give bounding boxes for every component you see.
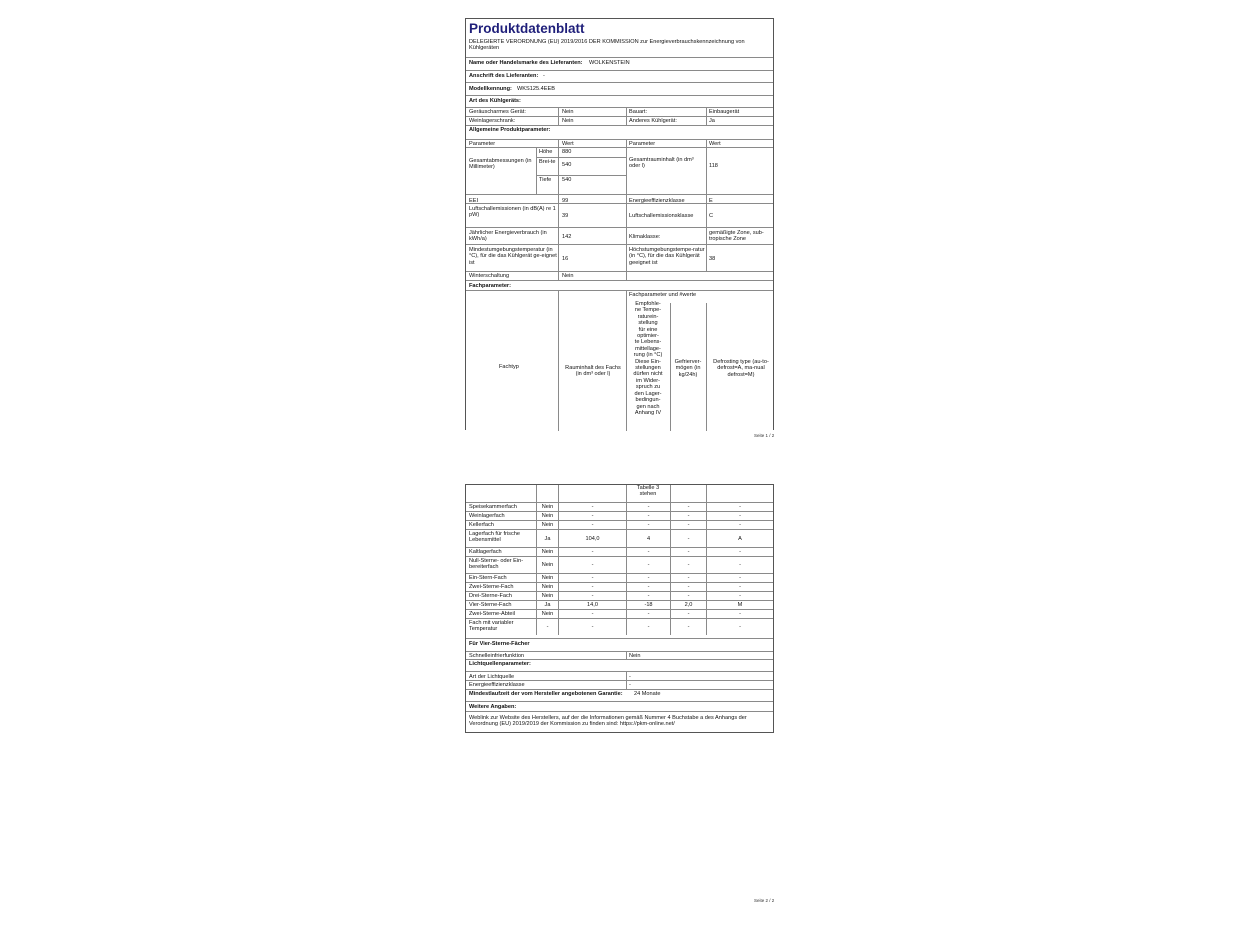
compartment-header-block <box>466 275 773 431</box>
efficiency-label: Energieeffizienzklasse <box>629 198 685 204</box>
winter-label: Winterschaltung <box>469 273 510 279</box>
supplier-name-value: WOLKENSTEIN <box>589 60 630 66</box>
model-row <box>466 82 773 95</box>
compartment-volume: - <box>591 562 594 568</box>
compartment-volume: 104,0 <box>585 536 600 542</box>
col-temp-header <box>627 301 669 416</box>
col-temp-header-line: Anhang IV <box>634 409 662 416</box>
compartment-temp: - <box>647 549 650 555</box>
col-volume-header: Rauminhalt des Fachs (in dm³ oder l) <box>565 365 621 378</box>
width-value: 540 <box>562 162 572 168</box>
compartment-temp: -18 <box>644 602 653 608</box>
fast-freeze-value: Nein <box>629 653 641 659</box>
compartment-group-header: Fachparameter und #werte <box>629 292 697 298</box>
col-temp-header-line: stehen <box>639 491 657 498</box>
compartment-present: Ja <box>544 602 551 608</box>
col-temp-header-line: Tabelle 3 <box>636 485 660 491</box>
compartment-volume: - <box>591 504 594 510</box>
col-temp-header-line: spruch zu <box>635 384 661 391</box>
col-temp-header-line: stellung <box>638 320 658 327</box>
compartment-defrost: A <box>738 536 742 542</box>
col-temp-header-line: Empfohle- <box>635 301 661 307</box>
volume-label: Gesamtrauminhalt (in dm³ oder l) <box>629 157 694 170</box>
compartment-volume: 14,0 <box>587 602 598 608</box>
compartment-volume: - <box>591 593 594 599</box>
compartment-present: Nein <box>541 593 554 599</box>
additional-section-row <box>466 701 773 711</box>
compartment-freeze: - <box>687 584 690 590</box>
compartment-present: Nein <box>541 562 554 568</box>
compartment-name: Zwei-Sterne-Abteil <box>469 611 516 617</box>
compartment-defrost: - <box>739 513 741 519</box>
compartment-volume: - <box>591 624 594 630</box>
compartment-row <box>466 502 773 511</box>
compartment-row <box>466 591 773 600</box>
col-temp-header-line: stellungen <box>635 365 661 372</box>
depth-value: 540 <box>562 177 572 183</box>
compartment-row <box>466 547 773 556</box>
compartment-freeze: - <box>687 611 690 617</box>
supplier-name-label: Name oder Handelsmarke des Lieferanten: <box>469 60 583 66</box>
col-param-1: Parameter <box>469 141 496 147</box>
light-type-value: - <box>629 674 631 680</box>
col-temp-header-line: raturein- <box>637 313 659 320</box>
supplier-address-row <box>466 70 773 82</box>
compartment-row <box>466 582 773 591</box>
light-type-label: Art der Lichtquelle <box>469 674 515 680</box>
compartment-present: Ja <box>544 536 551 542</box>
general-section-label: Allgemeine Produktparameter: <box>469 127 551 133</box>
compartment-freeze: - <box>687 593 690 599</box>
wine-label: Weinlagerschrank: <box>469 118 516 124</box>
general-section-row <box>466 125 773 139</box>
compartment-present: - <box>546 624 549 630</box>
compartment-temp: - <box>647 624 650 630</box>
compartment-name: Vier-Sterne-Fach <box>469 602 512 608</box>
noise-class-label: Luftschallemissionsklasse <box>629 213 694 219</box>
energy-value: 142 <box>562 234 572 240</box>
compartment-temp: - <box>647 504 650 510</box>
compartment-defrost: - <box>739 562 741 568</box>
additional-section-label: Weitere Angaben: <box>469 704 517 710</box>
col-temp-header-line: optimier- <box>637 333 659 340</box>
compartment-volume: - <box>591 522 594 528</box>
light-type-row <box>466 671 773 680</box>
datasheet-page-1 <box>465 18 774 430</box>
noise-class-value: C <box>709 213 714 219</box>
warranty-value: 24 Monate <box>634 691 661 697</box>
col-temp-header-line: im Wider- <box>636 377 660 384</box>
eei-row <box>466 194 773 203</box>
col-temp-header-line: bedingun- <box>635 397 661 404</box>
four-star-section-row <box>466 638 773 651</box>
compartment-defrost: - <box>739 504 741 510</box>
compartment-row <box>466 556 773 573</box>
compartment-present: Nein <box>541 522 554 528</box>
noise-emission-label: Luftschallemissionen (in dB(A) re 1 pW) <box>469 206 556 219</box>
compartment-temp: - <box>647 584 650 590</box>
col-type-header: Fachtyp <box>499 364 519 370</box>
width-label: Brei-te <box>539 159 556 165</box>
design-value: Einbaugerät <box>709 109 740 115</box>
compartment-present: Nein <box>541 584 554 590</box>
light-class-value: - <box>629 682 631 688</box>
compartment-row <box>466 520 773 529</box>
compartment-volume: - <box>591 549 594 555</box>
fast-freeze-row <box>466 651 773 659</box>
winter-value: Nein <box>562 273 574 279</box>
col-temp-header-line: Diese Ein- <box>635 358 661 365</box>
height-value: 880 <box>562 149 572 155</box>
compartment-temp: - <box>647 522 650 528</box>
compartment-freeze: - <box>687 562 690 568</box>
dimensions-row <box>466 147 773 194</box>
compartment-name: Lagerfach für frische Lebensmittel <box>469 531 520 544</box>
warranty-row <box>466 689 773 701</box>
supplier-name-row <box>466 57 773 70</box>
compartment-freeze: 2,0 <box>684 602 693 608</box>
four-star-section-label: Für Vier-Sterne-Fächer <box>469 641 530 647</box>
compartment-volume: - <box>591 575 594 581</box>
compartment-freeze: - <box>687 504 690 510</box>
col-value-1: Wert <box>562 141 574 147</box>
compartment-row <box>466 573 773 582</box>
compartment-freeze: - <box>687 513 690 519</box>
depth-label: Tiefe <box>539 177 552 183</box>
col-temp-header-line: mittellage- <box>635 345 661 352</box>
compartment-defrost: - <box>739 593 741 599</box>
col-value-2: Wert <box>709 141 721 147</box>
compartment-row <box>466 529 773 547</box>
compartment-defrost: - <box>739 584 741 590</box>
compartment-present: Nein <box>541 513 554 519</box>
other-value: Ja <box>709 118 715 124</box>
compartment-name: Null-Sterne- oder Ein-bereiterfach <box>469 558 524 571</box>
climate-value: gemäßigte Zone, sub-tropische Zone <box>709 230 764 243</box>
compartment-defrost: - <box>739 611 741 617</box>
light-class-row <box>466 680 773 689</box>
compartment-temp: - <box>647 562 650 568</box>
compartment-temp: 4 <box>646 536 651 542</box>
weblink-url[interactable]: https://pkm-online.net/ <box>619 721 675 728</box>
compartment-volume: - <box>591 584 594 590</box>
compartment-temp: - <box>647 611 650 617</box>
col-freeze-header: Gefrierver-mögen (in kg/24h) <box>674 359 702 378</box>
height-label: Höhe <box>539 149 553 155</box>
col-temp-header-line: dürfen nicht <box>633 371 663 378</box>
compartment-name: Weinlagerfach <box>469 513 505 519</box>
compartment-temp: - <box>647 513 650 519</box>
compartment-present: Nein <box>541 611 554 617</box>
compartment-header-continued <box>466 485 773 502</box>
model-value: WKS125.4EEB <box>517 86 555 92</box>
compartment-row <box>466 609 773 618</box>
climate-label: Klimaklasse: <box>629 234 661 240</box>
compartment-present: Nein <box>541 575 554 581</box>
energy-label: Jährlicher Energieverbrauch (in kWh/a) <box>469 230 547 243</box>
compartment-present: Nein <box>541 549 554 555</box>
col-temp-header-line: te Lebens- <box>634 339 662 346</box>
volume-value: 118 <box>709 163 718 169</box>
col-param-2: Parameter <box>629 141 656 147</box>
appliance-row-1 <box>466 107 773 116</box>
supplier-address-label: Anschrift des Lieferanten: <box>469 73 539 79</box>
compartment-name: Kellerfach <box>469 522 494 528</box>
compartment-row <box>466 511 773 520</box>
appliance-type-label: Art des Kühlgeräts: <box>469 98 521 104</box>
ambient-temp-row <box>466 244 773 271</box>
compartment-defrost: - <box>739 549 741 555</box>
max-temp-label: Höchstumgebungstempe-ratur (in °C), für die das Kühlgerät geeignet ist <box>629 247 705 266</box>
compartment-defrost: - <box>739 575 741 581</box>
page-number-2: Seite 2 / 2 <box>754 898 775 903</box>
compartment-name: Zwei-Sterne-Fach <box>469 584 514 590</box>
compartment-present: Nein <box>541 504 554 510</box>
weblink-block <box>469 715 772 728</box>
header-block <box>466 19 773 57</box>
compartment-name: Speisekammerfach <box>469 504 517 510</box>
compartment-row <box>466 600 773 609</box>
document-title: Produktdatenblatt <box>469 21 585 36</box>
col-temp-header-line: gen nach <box>636 403 660 410</box>
col-temp-header-line: für eine <box>638 326 658 333</box>
noise-value: Nein <box>562 109 574 115</box>
col-temp-header-line: ne Tempe- <box>634 307 662 314</box>
compartment-temp: - <box>647 575 650 581</box>
general-header-row <box>466 139 773 147</box>
fast-freeze-label: Schnelleinfrierfunktion <box>469 653 525 659</box>
noise-emission-value: 39 <box>562 213 569 219</box>
regulation-text: DELEGIERTE VERORDNUNG (EU) 2019/2016 DER KOMMISSION zur Energieverbrauchskennzeichnung von Kühlgeräten <box>469 39 745 52</box>
min-temp-value: 16 <box>562 256 569 262</box>
supplier-address-value: - <box>543 73 545 79</box>
max-temp-value: 38 <box>709 256 716 262</box>
compartment-defrost: - <box>739 624 741 630</box>
page-number-1: Seite 1 / 2 <box>754 433 775 438</box>
eei-label: EEI <box>469 198 479 204</box>
compartment-name: Drei-Sterne-Fach <box>469 593 512 599</box>
col-temp-header-continued <box>627 485 669 498</box>
weblink-text: Weblink zur Website des Herstellers, auf der die Informationen gemäß Nummer 4 Buchstabe a des Anhangs der Verordnung (EU) 2019/2019 der Kommission zu finden sind: <box>469 715 747 728</box>
energy-row <box>466 227 773 244</box>
compartment-temp: - <box>647 593 650 599</box>
compartment-freeze: - <box>687 624 690 630</box>
weblink-row <box>466 711 773 733</box>
compartment-volume: - <box>591 611 594 617</box>
compartment-defrost: - <box>739 522 741 528</box>
compartment-name: Kaltlagerfach <box>469 549 502 555</box>
wine-value: Nein <box>562 118 574 124</box>
compartment-freeze: - <box>687 522 690 528</box>
appliance-row-2 <box>466 116 773 125</box>
light-section-label: Lichtquellenparameter: <box>469 661 531 667</box>
compartment-name: Ein-Stern-Fach <box>469 575 507 581</box>
compartment-freeze: - <box>687 549 690 555</box>
datasheet-page-2 <box>465 484 774 733</box>
compartment-row <box>466 618 773 635</box>
dimensions-label: Gesamtabmessungen (in Millimeter) <box>469 158 532 171</box>
compartment-volume: - <box>591 513 594 519</box>
col-defrost-header: Defrosting type (au-to-defrost=A, ma-nual defrost=M) <box>713 359 769 378</box>
warranty-label: Mindestlaufzeit der vom Hersteller angebotenen Garantie: <box>469 691 623 697</box>
compartment-name: Fach mit variabler Temperatur <box>469 620 514 633</box>
compartment-defrost: M <box>737 602 743 608</box>
compartment-freeze: - <box>687 536 690 542</box>
appliance-type-row <box>466 95 773 107</box>
noise-emission-row <box>466 203 773 227</box>
eei-value: 99 <box>562 198 569 204</box>
model-label: Modellkennung: <box>469 86 512 92</box>
light-class-label: Energieeffizienzklasse <box>469 682 525 688</box>
design-label: Bauart: <box>629 109 648 115</box>
other-label: Anderes Kühlgerät: <box>629 118 677 124</box>
light-section-row <box>466 659 773 671</box>
noise-label: Geräuscharmes Gerät: <box>469 109 526 115</box>
col-temp-header-line: den Lager- <box>634 390 662 397</box>
min-temp-label: Mindestumgebungstemperatur (in °C), für die das Kühlgerät ge-eignet ist <box>469 247 557 266</box>
efficiency-value: E <box>709 198 713 204</box>
col-temp-header-line: rung (in °C) <box>633 352 663 359</box>
compartment-freeze: - <box>687 575 690 581</box>
compartment-section-label: Fachparameter: <box>469 283 511 289</box>
